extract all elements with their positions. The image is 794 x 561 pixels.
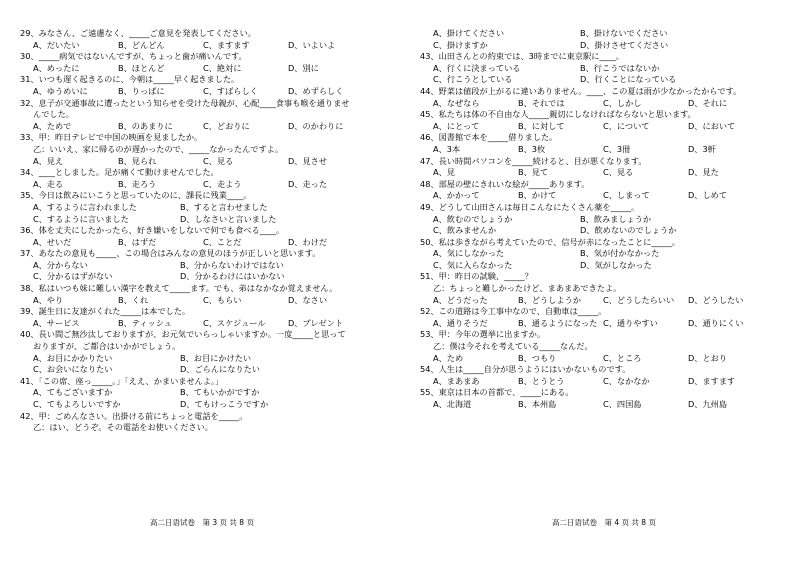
option-b: B、行こうではないか: [580, 62, 660, 73]
question-35: 35、今日は飲みにいこうと思っていたのに、課長に残業____。: [20, 190, 252, 201]
options-54: [420, 376, 792, 388]
options-50-row1: [420, 248, 792, 260]
option-c: C、掛けますか: [433, 39, 488, 50]
question-49: 49、どうして山田さんは毎日こんなにたくさん薬を_____。: [420, 201, 640, 212]
option-b: B、すると言わせました: [180, 201, 268, 212]
option-d: D、なさい: [288, 294, 328, 305]
question-50: 50、私は歩きながら考えていたので、信号が赤になったことに_____。: [420, 236, 680, 247]
question-51: 51、甲：昨日の試験、_____？: [420, 271, 533, 282]
option-d: D、分かるわけにはいかない: [180, 271, 285, 282]
question-53-line2: 乙：僕は今それを考えている_____なんだ。: [433, 341, 593, 352]
option-d: D、ますます: [688, 375, 736, 386]
question-53: 53、甲：今年の選挙に出ますか。: [420, 329, 546, 340]
option-c: C、もらい: [203, 294, 242, 305]
question-46: 46、図書館で本を_____借りました。: [420, 132, 558, 143]
page-footer-right: 高二日语试卷 第 4 页 共 8 页: [552, 518, 656, 527]
option-a: A、どうだった: [433, 294, 488, 305]
option-b: B、気が付かなかった: [580, 248, 660, 259]
question-39: 39、誕生日に友達がくれた_____は本でした。: [20, 306, 191, 317]
option-a: A、ためで: [33, 120, 72, 131]
option-d: D、プレゼント: [288, 317, 344, 328]
question-40: 40、長い間ご無沙汰しておりますが、お元気でいらっしゃいますか。一度_____と思って: [20, 329, 346, 340]
option-b: B、通るようになった: [518, 317, 598, 328]
option-b: B、どんどん: [118, 39, 165, 50]
question-34: 34、____としました。足が痛くて動けませんでした。: [20, 167, 219, 178]
question-41: 41、「この席、座っ_____。」「ええ、かまいませんよ。」: [20, 375, 224, 386]
option-c: C、飲みませんか: [433, 225, 497, 236]
options-51: [420, 295, 792, 307]
option-c: C、見る: [203, 155, 234, 166]
option-d: D、飲めないのでしょうか: [580, 225, 677, 236]
question-47: 47、長い時間パソコンを_____続けると、目が悪くなります。: [420, 155, 647, 166]
option-c: C、分かるはずがない: [33, 271, 113, 282]
option-a: A、サービス: [33, 317, 80, 328]
options-36: [20, 237, 392, 249]
option-a: A、なぜなら: [433, 97, 480, 108]
option-c: C、どおりに: [203, 120, 250, 131]
option-b: B、どうしようか: [518, 294, 581, 305]
question-33: 33、甲：昨日テレビで中国の映画を見ましたか。: [20, 132, 203, 143]
options-55: [420, 399, 792, 411]
question-55: 55、東京は日本の首都で、_____にある。: [420, 387, 574, 398]
options-37-row2: [20, 271, 392, 283]
options-48: [420, 190, 792, 202]
option-c: C、しかし: [603, 97, 642, 108]
options-29: [20, 40, 392, 52]
option-c: C、3冊: [603, 143, 631, 154]
question-51-cont: [420, 283, 792, 295]
options-37-row1: [20, 260, 392, 272]
options-40-row2: [20, 364, 392, 376]
option-c: C、するように言いました: [33, 213, 129, 224]
option-d: D、どうしたい: [688, 294, 744, 305]
option-c: C、走よう: [203, 178, 242, 189]
option-b: B、くれ: [118, 294, 149, 305]
option-b: B、に対して: [518, 120, 565, 131]
options-30: [20, 63, 392, 75]
options-49-row1: [420, 214, 792, 226]
option-b: B、それでは: [518, 97, 565, 108]
option-c: C、スケジュール: [203, 317, 266, 328]
question-53-cont: [420, 341, 792, 353]
option-a: A、気にしなかった: [433, 248, 505, 259]
options-32: [20, 121, 392, 133]
options-45: [420, 121, 792, 133]
option-b: B、分からないわけではない: [180, 259, 284, 270]
options-38: [20, 295, 392, 307]
option-b: B、飲みましょうか: [580, 213, 652, 224]
option-a: A、ゆうめいに: [33, 85, 88, 96]
option-a: A、まあまあ: [433, 375, 480, 386]
option-c: C、お会いになりたい: [33, 364, 113, 375]
question-32: 32、息子が交通事故に遭ったという知らせを受けた母親が、心配____食事も喉を通りませ: [20, 97, 350, 108]
options-52: [420, 318, 792, 330]
option-d: D、めずらしく: [288, 85, 344, 96]
option-c: C、ますます: [203, 39, 250, 50]
option-c: C、すばらしく: [203, 85, 258, 96]
option-a: A、飲むのでしょうか: [433, 213, 513, 224]
left-page-column: [20, 28, 392, 434]
option-a: A、やり: [33, 294, 64, 305]
option-a: A、3本: [433, 143, 461, 154]
option-d: D、見させ: [288, 155, 328, 166]
option-a: A、てもございますか: [33, 387, 113, 398]
option-b: B、3枚: [518, 143, 546, 154]
option-d: D、通りにくい: [688, 317, 744, 328]
option-a: A、分からない: [33, 259, 88, 270]
option-b: B、りっぱに: [118, 85, 165, 96]
option-a: A、ため: [433, 352, 464, 363]
option-c: C、通りやすい: [603, 317, 658, 328]
option-b: B、本州島: [518, 399, 557, 409]
option-b: B、つもり: [518, 352, 557, 363]
options-39: [20, 318, 392, 330]
question-33-cont: [20, 144, 392, 156]
option-a: A、通りそうだ: [433, 317, 488, 328]
option-d: D、ごらんになりたい: [180, 364, 260, 375]
options-49-row2: [420, 225, 792, 237]
question-54: 54、人生は_____自分が思うようにはいかないものです。: [420, 364, 631, 375]
options-43-row1: [420, 63, 792, 75]
question-52: 52、この道路は今工事中なので、自動車は_____。: [420, 306, 607, 317]
options-41-row2: [20, 399, 392, 411]
options-44: [420, 98, 792, 110]
option-b: B、走ろう: [118, 178, 157, 189]
options-34: [20, 179, 392, 191]
question-40-line2: おりますが、ご都合はいかがでしょう。: [33, 341, 181, 352]
option-a: A、北海道: [433, 399, 472, 409]
options-46: [420, 144, 792, 156]
question-38: 38、私はいつも妹に難しい漢字を教えて_____ます。でも、弟はなかなか覚えません。: [20, 283, 338, 294]
options-42-row1: [420, 28, 792, 40]
question-33-line2: 乙：いいえ、家に帰るのが遅かったので、_____なかったんですよ。: [33, 143, 284, 154]
option-c: C、しまって: [603, 190, 650, 201]
option-d: D、見た: [688, 167, 719, 178]
question-32-cont: [20, 109, 392, 121]
option-c: C、気に入らなかった: [433, 259, 513, 270]
option-a: A、めったに: [33, 62, 80, 73]
option-c: C、行こうとしている: [433, 74, 513, 85]
option-a: A、見: [433, 167, 455, 178]
option-a: A、だいたい: [33, 39, 80, 50]
option-b: B、とうとう: [518, 375, 565, 386]
option-d: D、掛けさせてください: [580, 39, 669, 50]
options-35-row1: [20, 202, 392, 214]
option-c: C、見る: [603, 167, 634, 178]
options-50-row2: [420, 260, 792, 272]
question-31: 31、いつも遅く起きるのに、今朝は_____早く起きました。: [20, 74, 240, 85]
options-33: [20, 156, 392, 168]
option-d: D、しめて: [688, 190, 728, 201]
option-d: D、気がしなかった: [580, 259, 652, 270]
option-b: B、見られ: [118, 155, 157, 166]
option-b: B、ティッシュ: [118, 317, 172, 328]
option-d: D、のかわりに: [288, 120, 344, 131]
options-43-row2: [420, 74, 792, 86]
options-53: [420, 353, 792, 365]
question-37: 37、あなたの意見も_____、この場合はみんなの意見のほうが正しいと思います。: [20, 248, 321, 259]
question-51-line2: 乙：ちょっと難しかったけど、まあまあできたよ。: [433, 283, 622, 294]
option-a: A、せいだ: [33, 236, 72, 247]
option-a: A、にとって: [433, 120, 480, 131]
question-30: 30、_____病気ではないんですが、ちょっと歯が痛いんです。: [20, 51, 247, 62]
question-43: 43、山田さんとの約束では、3時までに東京駅に____。: [420, 51, 624, 62]
option-a: A、走る: [33, 178, 64, 189]
option-a: A、見え: [33, 155, 64, 166]
options-31: [20, 86, 392, 98]
option-a: A、お目にかかりたい: [33, 352, 113, 363]
option-b: B、ほとんど: [118, 62, 165, 73]
option-c: C、なかなか: [603, 375, 650, 386]
option-c: C、ことだ: [203, 236, 242, 247]
option-a: A、かかって: [433, 190, 480, 201]
option-b: B、かけて: [518, 190, 557, 201]
question-36: 36、体を丈夫にしたかったら、好き嫌いをしないで何でも食べる____。: [20, 225, 285, 236]
question-42: 42、甲：ごめんなさい。出掛ける前にちょっと電話を_____。: [20, 410, 248, 421]
options-41-row1: [20, 387, 392, 399]
option-d: D、九州島: [688, 399, 728, 409]
question-40-cont: [20, 341, 392, 353]
option-d: D、とおり: [688, 352, 728, 363]
question-45: 45、私たちは体の不自由な人_____親切にしなければならないと思います。: [420, 109, 696, 120]
option-c: C、どうしたらいい: [603, 294, 675, 305]
option-d: D、しなさいと言いました: [180, 213, 277, 224]
right-page-column: [420, 28, 792, 411]
options-47: [420, 167, 792, 179]
option-b: B、掛けないでください: [580, 28, 668, 38]
option-a: A、するように言われました: [33, 201, 137, 212]
option-a: A、行くに決まっている: [433, 62, 521, 73]
option-b: B、てもいかがですか: [180, 387, 260, 398]
option-d: D、行くことになっている: [580, 74, 677, 85]
option-b: B、はずだ: [118, 236, 157, 247]
option-c: C、四国島: [603, 399, 642, 409]
option-b: B、見て: [518, 167, 549, 178]
option-d: D、において: [688, 120, 736, 131]
question-42-cont: [20, 422, 392, 434]
option-c: C、てもよろしいですか: [33, 399, 121, 409]
question-29: 29、みなさん、ご遠慮なく、_____ご意見を発表してください。: [20, 28, 256, 38]
question-44: 44、野菜は値段が上がるに違いありません。____、この夏は雨が少なかったからです。: [420, 85, 742, 96]
option-d: D、3軒: [688, 143, 716, 154]
option-d: D、わけだ: [288, 236, 328, 247]
option-d: D、いよいよ: [288, 39, 336, 50]
page-footer-left: 高二日语试卷 第 3 页 共 8 页: [150, 518, 254, 527]
question-32-line2: んでした。: [33, 109, 74, 120]
option-d: D、走った: [288, 178, 328, 189]
question-42-line2: 乙：はい、どうぞ。その電話をお使いください。: [33, 422, 213, 433]
option-c: C、ところ: [603, 352, 642, 363]
options-35-row2: [20, 214, 392, 226]
option-d: D、てもけっこうですか: [180, 399, 269, 409]
option-a: A、掛けてください: [433, 28, 505, 38]
option-b: B、お目にかけたい: [180, 352, 252, 363]
options-42-row2: [420, 40, 792, 52]
option-c: C、について: [603, 120, 650, 131]
options-40-row1: [20, 353, 392, 365]
option-d: D、それに: [688, 97, 728, 108]
question-48: 48、部屋の壁にきれいな絵が_____あります。: [420, 178, 590, 189]
option-c: C、絶対に: [203, 62, 242, 73]
option-b: B、のあまりに: [118, 120, 173, 131]
option-d: D、別に: [288, 62, 319, 73]
